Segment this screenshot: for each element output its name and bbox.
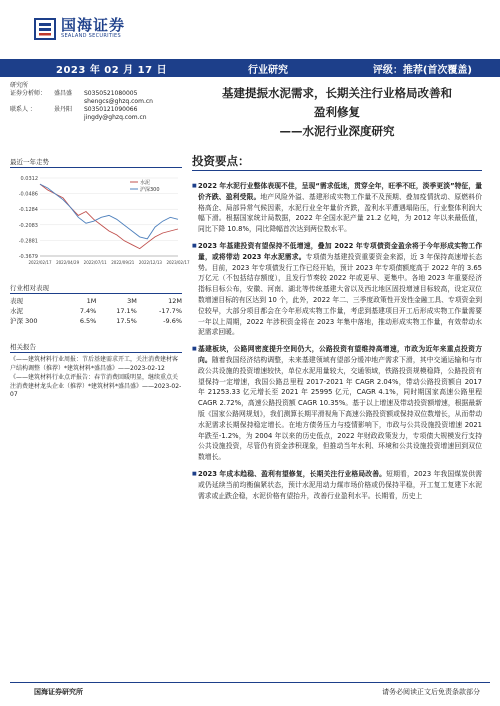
trend-chart xyxy=(10,157,190,277)
brand-name-cn: 国海证券 xyxy=(61,16,126,34)
key-point xyxy=(192,241,482,338)
table-header-cell: 12M xyxy=(168,297,182,305)
related-report-item[interactable]: 《——建筑材料行业点评报告：春节消费回暖明显，继续重点关注消费建材龙头企业（推荐）*建筑材料*盛昌盛》——2023-02-07 xyxy=(10,374,182,399)
key-point-lead: 2022 年水泥行业整体表现不佳，呈现“需求低迷，贯穿全年，旺季不旺，淡季更淡”特征，量价齐跌、盈利受限。 xyxy=(198,182,482,201)
section-label: 研究所 xyxy=(10,82,29,89)
title-line: 盈利修复 xyxy=(314,105,360,119)
analyst-role: 联系人 ： xyxy=(10,106,36,113)
y-tick-label: -0.3679 xyxy=(18,254,38,260)
key-point-text: 专项债为基建投资重要资金来源，近 3 年保持高速增长态势。目前，2023 年专项债发行工作已经开始，预计 2023 年专项债额度高于 2022 年的 3.65 万亿元（不包括结存额度），且发行节奏较 2022 年或更早、更集中。各地 2023 年重要经济指标目标公布，安徽、河南、湖北等传统基建大省以及西北地区固投增速目标较高，设定双位数增速目标的有区达到 10 个，此外，2022 年二、三季度政策性开发性金融工具、专项资金到位较早，大部分项目都会在今年形成实物工作量，考虑到基建项目开工后形成实物工作量需要一年以上周期，2022 年涉积资金将在 2023 年集中落地，推动形成实物工作量，有效带动水泥需求回暖。 xyxy=(198,252,482,337)
key-point xyxy=(192,469,482,501)
key-point-text: 地产风险外溢、基建形成实物工作量不及预期、叠加疫情扰动、原燃料价格高企、局部异常气候因素，水泥行业全年量价齐跌，盈利水平遭遇塌陷压，行业整体利润大幅下滑。根据国家统计局数据，2022 年全国水泥产量 21.2 亿吨，为 2012 年以来最低值，同比下降 10.8%，同比降幅首次达到两位数水平。 xyxy=(198,192,483,234)
analyst-role: 证券分析师： xyxy=(10,90,47,97)
table-header-cell: 1M xyxy=(86,297,97,305)
table-header-cell: 表现 xyxy=(10,297,23,305)
key-point-lead: 基建板块，公路网密度提升空间仍大，公路投资有望维持高增速，市政为近年来重点投资方向。 xyxy=(198,345,482,364)
table-row xyxy=(10,306,182,316)
analyst-id: S0350121090066 xyxy=(84,106,138,113)
title-line: 基建提振水泥需求，长期关注行业格局改善和 xyxy=(222,86,452,100)
key-points-body xyxy=(192,181,482,507)
chart-title: 最近一年走势 xyxy=(10,157,182,168)
analyst-row xyxy=(10,90,182,98)
title-subtitle: ——水泥行业深度研究 xyxy=(279,124,395,138)
brand-name-en: SEALAND SECURITIES xyxy=(61,33,121,39)
logo-mark-icon xyxy=(34,18,56,40)
report-rating: 评级：推荐(首次覆盖) xyxy=(372,65,472,76)
related-title: 相关报告 xyxy=(10,343,182,353)
x-tick-label: 2022/12/13 xyxy=(138,260,162,265)
performance-table xyxy=(10,283,182,326)
analyst-email[interactable]: jingdy@ghzq.com.cn xyxy=(84,114,147,121)
key-point xyxy=(192,344,482,463)
report-date: 2023 年 02 月 17 日 xyxy=(56,65,168,76)
table-row xyxy=(10,316,182,326)
key-point xyxy=(192,181,482,235)
y-tick-label: -0.1284 xyxy=(18,207,38,214)
y-tick-label: -0.0486 xyxy=(18,191,38,198)
key-points-heading: 投资要点： xyxy=(192,154,250,168)
brand-logo xyxy=(34,17,125,40)
header-bar xyxy=(0,59,500,77)
divider xyxy=(192,170,482,171)
key-point-lead: 2023 年基建投资有望保持不低增速，叠加 2022 年专项债资金盈余将于今年形成实物工作量，或将带动 2023 年水泥需求。 xyxy=(198,241,482,261)
performance-title: 行业相对表现 xyxy=(10,283,182,294)
x-tick-label: 2022/09/21 xyxy=(111,260,135,265)
table-cell: 7.4% xyxy=(79,307,97,315)
key-point-text: 随着我国经济结构调整，未来基建领域有望部分缓冲地产需求下滑，其中交通运输和与市政公共设施的投资增速较快，单位水泥用量较大，交通领域，铁路投资规模稳降，公路投资有望保持一定增速，我国公路总里程 2017-2021 年 CAGR 2.04%，带动公路投资额自 2017 年 21253.33 亿元增长至 2021 年 25995 亿元，CAGR 4.1%，同时期国家高速公路里程 CAGR 2.72%，高速公路投资额 CAGR 10.35%。基于以上增速及带动投资额增速，根据最新版《国家公路网规划》，我们测算长期平滑视角下高速公路投资额或保持双位数增长，从而带动水泥需求长期保持稳定增长。在地方债务压力与疫情影响下，市政与公共设施投资增速 2021 年跌至-1.2%，为 2004 年以来的历史低点，2022 年财政政策发力，专项债大规模发行支持公共设施投资，尽管仍有资金涉积现象，但推动当年水利、环境和公共设施投资增速回到双位数增长。 xyxy=(198,355,483,462)
footer-divider xyxy=(10,682,490,683)
x-tick-label: 2022/04/29 xyxy=(56,260,80,265)
analyst-row xyxy=(10,106,182,114)
analyst-name: 盛昌盛 xyxy=(54,90,73,97)
legend-label: 水泥 xyxy=(140,180,151,186)
analyst-id: S0350521080005 xyxy=(84,90,138,97)
table-cell: -17.7% xyxy=(159,307,182,315)
x-tick-label: 2023/02/17 xyxy=(166,260,190,265)
x-tick-label: 2022/02/17 xyxy=(28,260,52,265)
analyst-info xyxy=(10,82,182,122)
report-type: 行业研究 xyxy=(248,65,288,76)
key-point-text: 短期看，2023 年我国煤炭供需或仍延续当前均衡偏紧状态，预计水泥用动力煤市场价格或仍保持平稳，开工复工复建下水泥需求或止跌企稳，水泥价格有望抬升，改善行业盈利水平。长期看，历史上 xyxy=(198,469,482,500)
table-header-cell: 3M xyxy=(127,297,137,305)
chart-canvas xyxy=(10,168,190,276)
analyst-name: 景丹阳 xyxy=(54,106,73,113)
footer-right: 请务必阅读正文后免责条款部分 xyxy=(382,688,480,696)
key-point-lead: 2023 年成本趋稳、盈利有望修复，长期关注行业格局改善。 xyxy=(198,469,387,478)
table-cell: -9.6% xyxy=(163,317,182,325)
related-reports xyxy=(10,343,182,400)
table-cell: 17.5% xyxy=(116,317,137,325)
y-tick-label: -0.2881 xyxy=(18,238,38,245)
y-tick-label: 0.0312 xyxy=(20,176,38,182)
related-report-item[interactable]: 《——建筑材料行业周报：节后基建需求开工，关注消费建材客户结构调整（推荐）*建筑材料*盛昌盛》——2023-02-12 xyxy=(10,356,179,372)
footer-left: 国海证券研究所 xyxy=(34,688,83,696)
table-cell: 6.5% xyxy=(79,317,97,325)
table-header-row xyxy=(10,296,182,306)
table-cell: 沪深 300 xyxy=(10,317,38,325)
legend-label: 沪深300 xyxy=(140,187,160,193)
table-cell: 水泥 xyxy=(10,307,23,315)
analyst-email[interactable]: shengcs@ghzq.com.cn xyxy=(84,98,153,105)
table-cell: 17.1% xyxy=(116,307,137,315)
y-tick-label: -0.2083 xyxy=(18,222,38,229)
x-tick-label: 2022/07/11 xyxy=(83,260,107,265)
report-title xyxy=(192,84,482,141)
